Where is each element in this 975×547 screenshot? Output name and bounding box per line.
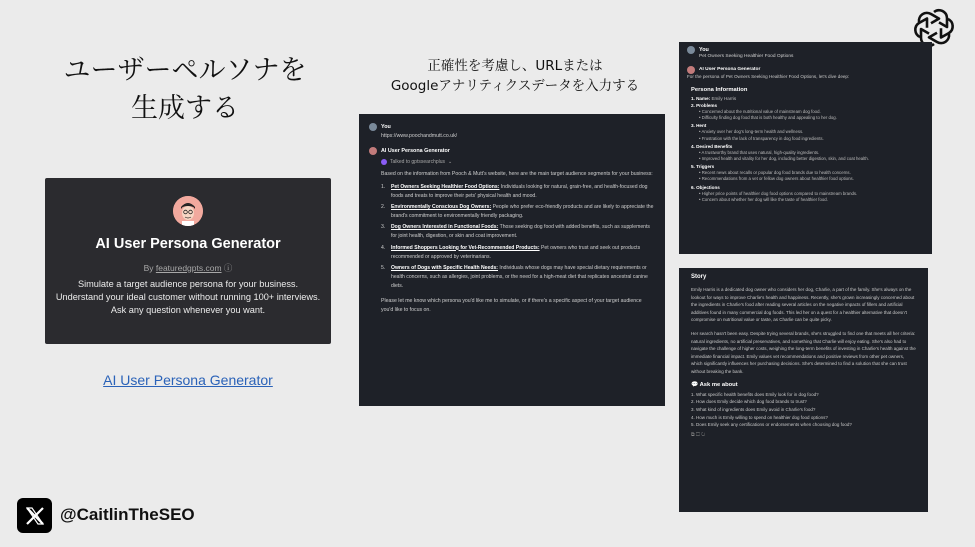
avatar <box>173 196 203 226</box>
user-label: You <box>699 47 709 53</box>
segment-text: Pet owners who trust and seek out products recommended or approved by veterinarians. <box>391 244 641 260</box>
thumbs-down-icon[interactable]: ☐ <box>695 432 700 439</box>
section-value: Emily Harris <box>711 96 737 101</box>
gpt-message-header <box>687 66 924 74</box>
list-item <box>381 203 655 221</box>
gpt-card[interactable] <box>45 178 331 344</box>
segment-text: People who prefer eco-friendly products and are likely to appreciate the brand's commitment to environmentally friendly packaging. <box>391 204 654 220</box>
chevron-down-icon: ⌄ <box>448 159 453 165</box>
info-icon: ⓘ <box>223 263 233 273</box>
x-logo-icon <box>17 498 52 533</box>
list-item: • Difficulty finding dog food that is both healthy and appealing to her dog. <box>699 115 837 121</box>
persona-section: 4. Desired Benefits <box>691 143 733 149</box>
slide-subtitle-line2: Googleアナリティクスデータを入力する <box>390 78 640 94</box>
list-item: • Recent news about recalls or popular dog food brands due to health concerns. <box>699 170 851 176</box>
user-message-header <box>369 123 655 131</box>
segment-title: Owners of Dogs with Specific Health Needs: <box>391 264 498 271</box>
segment-title: Informed Shoppers Looking for Vet-Recommended Products: <box>391 244 540 251</box>
slide-title-line2: 生成する <box>131 93 239 124</box>
list-item: • Anxiety over her dog's long-term health and wellness. <box>699 129 804 135</box>
regenerate-icon[interactable]: ↻ <box>701 432 706 439</box>
list-item <box>381 244 655 262</box>
list-item: 2. How does Emily decide which dog food brands to trust? <box>691 399 807 405</box>
user-avatar-icon <box>369 123 377 131</box>
persona-section: 5. Triggers <box>691 164 715 170</box>
list-number: 1. <box>381 184 386 190</box>
persona-section <box>691 96 924 101</box>
list-item: • Higher price points of healthier dog food options compared to mainstream brands. <box>699 190 858 196</box>
plugin-icon <box>381 159 387 165</box>
story-heading: Story <box>691 274 707 280</box>
slide-subtitle <box>360 56 670 96</box>
persona-section: 3. Hent <box>691 123 707 129</box>
gpt-avatar-icon <box>687 66 695 74</box>
chat-panel <box>359 114 665 406</box>
list-item <box>381 183 655 201</box>
story-paragraph: Emily Harris is a dedicated dog owner who considers her dog, Charlie, a part of the family. She's always on the lookout for ways to improve Charlie's health and happiness. Recently, she's grown increasingly concerned about the ingredients in Charlie's food after reading several articles on the negative impacts of fillers and artificial additives found in many commercial dog foods. This led her on a quest for a healthier alternative that doesn't compromise on nutritional value or taste, as Charlie can be quite picky. <box>691 287 915 323</box>
list-item: 5. Does Emily seek any certifications or endorsements when choosing dog food? <box>691 422 852 428</box>
segment-text: Those seeking dog food with added benefits, such as supplements for joint health, digestion, or skin and coat improvement. <box>391 224 650 240</box>
speech-bubble-icon: 💬 <box>691 381 699 388</box>
item-text: Recent news about recalls or popular dog food brands due to health concerns. <box>701 170 851 176</box>
section-label: 1. Name: <box>691 96 711 101</box>
user-label: You <box>381 124 391 130</box>
gpt-card-author-link[interactable]: featuredgpts.com <box>155 263 222 273</box>
segment-title: Pet Owners Seeking Healthier Food Options: <box>391 184 500 190</box>
gpt-message-header <box>369 147 655 155</box>
list-item: • Frustration with the lack of transparency in dog food ingredients. <box>699 135 824 141</box>
list-item: 3. What kind of ingredients does Emily avoid in Charlie's food? <box>691 406 816 412</box>
social-handle: @CaitlinTheSEO <box>60 505 195 524</box>
list-item <box>381 264 655 291</box>
item-text: Recommendations from a vet or fellow dog owners about healthier food options. <box>701 176 854 182</box>
list-item <box>381 223 655 241</box>
persona-section: 6. Objections <box>691 184 720 190</box>
list-item: • A trustworthy brand that uses natural, high-quality ingredients. <box>699 149 820 155</box>
list-item: • Concern about whether her dog will like the taste of healthier food. <box>699 196 828 202</box>
user-message: Pet Owners Seeking Healthier Food Options <box>699 54 794 59</box>
segment-text: Individuals whose dogs may have special dietary requirements or health concerns, such as allergies, joint problems, or the need for a high-meat diet that replicates ancestral canine diets. <box>391 264 648 289</box>
list-item: • Recommendations from a vet or fellow dog owners about healthier food options. <box>699 176 854 182</box>
slide-title <box>40 52 330 128</box>
item-text: Anxiety over her dog's long-term health and wellness. <box>701 129 804 135</box>
gpt-card-by-prefix: By <box>143 263 154 273</box>
gpt-intro: Based on the information from Pooch & Mutt's website, here are the main target audience segments for your business: <box>381 171 653 177</box>
list-item: 1. What specific health benefits does Emily look for in dog food? <box>691 391 819 397</box>
ask-me-about-heading <box>691 382 920 388</box>
ask-label: Ask me about <box>699 381 738 388</box>
story-panel <box>679 268 928 512</box>
gpt-closing: Please let me know which persona you'd like me to simulate, or if there's a specific aspect of your target audience you'd like to focus on. <box>381 298 642 314</box>
gpt-label: AI User Persona Generator <box>381 148 450 154</box>
copy-icon[interactable]: ⧉ <box>691 432 695 439</box>
list-number: 3. <box>381 224 386 231</box>
gpt-card-description: Simulate a target audience persona for your business. Understand your ideal customer without running 100+ interviews. Ask any question whenever you want. <box>55 279 321 315</box>
list-item: • Improved health and vitality for her dog, including better digestion, skin, and coat health. <box>699 156 869 162</box>
item-text: Concern about whether her dog will like the taste of healthier food. <box>701 196 828 202</box>
gpt-card-title: AI User Persona Generator <box>95 236 281 252</box>
persona-intro: For the persona of Pet Owners Seeking Healthier Food Options, let's dive deep: <box>687 74 850 79</box>
list-number: 5. <box>381 264 386 271</box>
item-text: Concerned about the nutritional value of mainstream dog food. <box>701 109 821 114</box>
list-number: 4. <box>381 244 386 251</box>
message-actions[interactable] <box>691 432 920 438</box>
plugin-used-label: Talked to gptssearchplus <box>390 159 446 165</box>
gpt-card-byline <box>45 262 331 274</box>
persona-section: 2. Problems <box>691 103 718 108</box>
segment-title: Dog Owners Interested in Functional Foods: <box>391 224 499 231</box>
segment-list <box>381 183 655 291</box>
slide-subtitle-line1: 正確性を考慮し、URLまたは <box>427 58 603 74</box>
list-number: 2. <box>381 204 386 211</box>
item-text: A trustworthy brand that uses natural, high-quality ingredients. <box>701 149 820 155</box>
segment-text: Individuals looking for natural, grain-free, and health-focused dog foods and treats to improve their pets' physical health and mood. <box>391 184 648 200</box>
item-text: Improved health and vitality for her dog, including better digestion, skin, and coat health. <box>701 156 869 162</box>
item-text: Difficulty finding dog food that is both healthy and appealing to her dog. <box>701 115 837 121</box>
list-item: 4. How much is Emily willing to spend on healthier dog food options? <box>691 414 828 420</box>
slide-title-line1: ユーザーペルソナを <box>63 55 307 86</box>
user-message-header <box>687 46 924 54</box>
gpt-avatar-icon <box>369 147 377 155</box>
item-text: Frustration with the lack of transparency in dog food ingredients. <box>701 135 824 141</box>
segment-title: Environmentally Conscious Dog Owners: <box>391 204 492 211</box>
story-paragraph: Her search hasn't been easy. Despite trying several brands, she's struggled to find one that meets all her criteria: natural ingredients, no artificial preservatives, and something that Charlie will enjoy eating. She's also had to navigate the challenge of higher costs, weighing the long-term benefits of investing in Charlie's health against the immediate financial impact. Emily values vet recommendations and positive reviews from other pet owners, which significantly influences her purchasing decisions. She's determined to find a solution that she can trust without breaking the bank. <box>691 330 916 374</box>
item-text: Higher price points of healthier dog food options compared to mainstream brands. <box>701 190 858 196</box>
persona-panel <box>679 42 932 254</box>
gpt-label: AI User Persona Generator <box>699 66 761 72</box>
list-item: • Concerned about the nutritional value of mainstream dog food. <box>699 109 821 114</box>
persona-generator-link[interactable]: AI User Persona Generator <box>103 372 273 388</box>
plugin-used-indicator[interactable] <box>381 159 655 165</box>
user-avatar-icon <box>687 46 695 54</box>
persona-heading: Persona Information <box>691 87 748 93</box>
user-message: https://www.poochandmutt.co.uk/ <box>381 133 458 139</box>
